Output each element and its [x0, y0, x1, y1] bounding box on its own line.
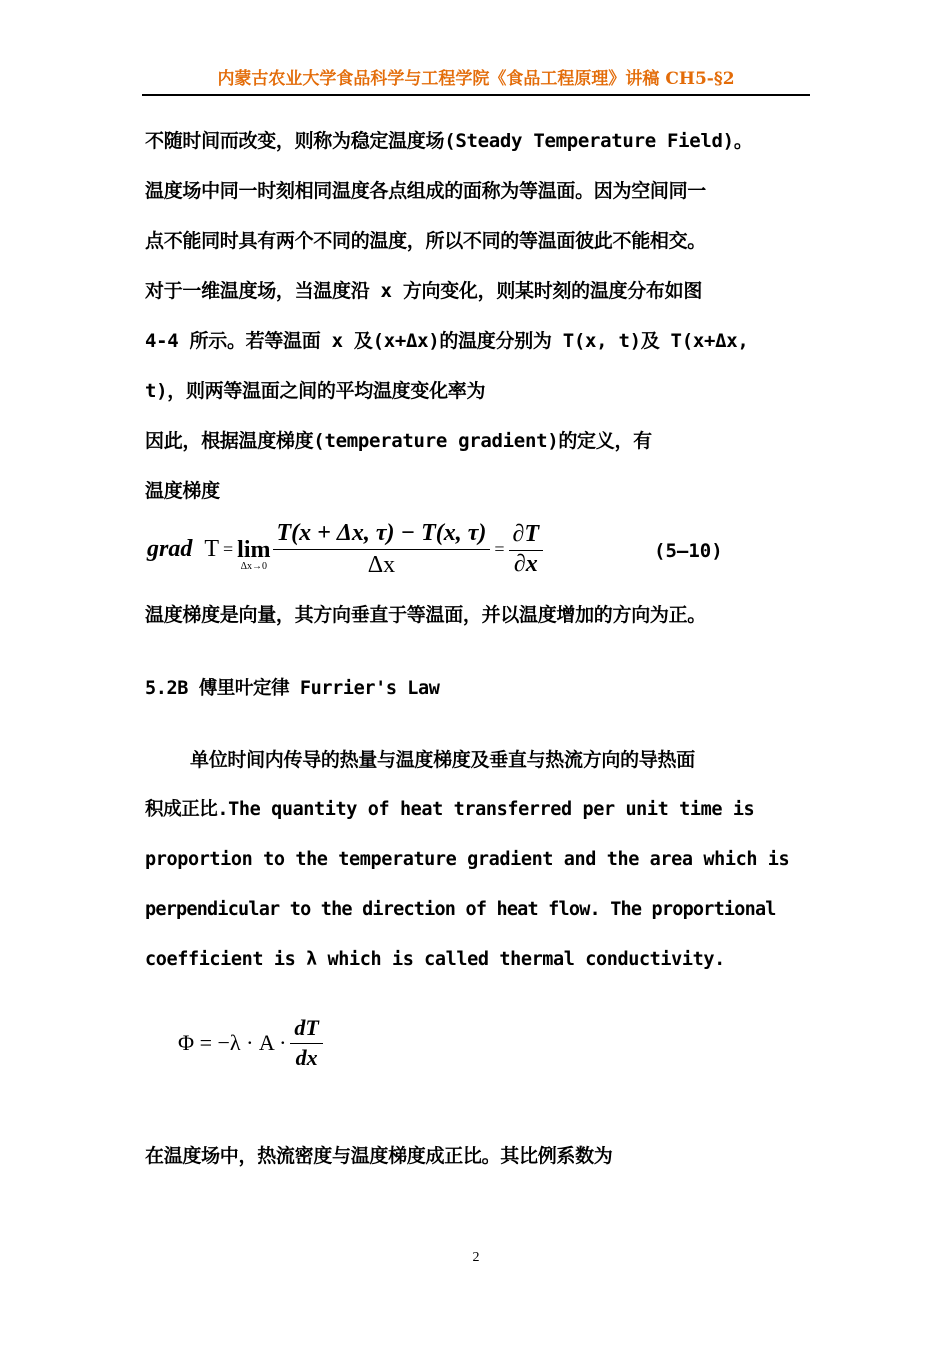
page-header: 内蒙古农业大学食品科学与工程学院《食品工程原理》讲稿 CH5-§2: [142, 66, 810, 96]
body-line-7: 因此，根据温度梯度(temperature gradient)的定义，有: [145, 430, 652, 452]
eq-lim-sub: Δx→0: [240, 561, 268, 572]
eq-equals-1: =: [223, 538, 234, 559]
body-line-6: t)，则两等温面之间的平均温度变化率为: [145, 380, 486, 402]
para2-line-5: coefficient is λ which is called thermal conductivity.: [145, 949, 725, 970]
equation-temperature-gradient: [147, 518, 543, 580]
body-line-3: 点不能同时具有两个不同的温度，所以不同的等温面彼此不能相交。: [145, 230, 707, 252]
body-line-1: 不随时间而改变，则称为稳定温度场(Steady Temperature Field)。: [145, 130, 753, 152]
eq2-lhs: Φ = −λ · A ·: [178, 1030, 287, 1055]
eq-partial-den: ∂x: [513, 551, 538, 577]
eq-equals-2: =: [494, 538, 505, 559]
last-line: 在温度场中，热流密度与温度梯度成正比。其比例系数为: [145, 1145, 613, 1167]
eq2-numerator: dT: [290, 1015, 322, 1044]
eq2-denominator: dx: [295, 1045, 318, 1070]
eq2-fraction: [290, 1013, 322, 1073]
para2-line-3: proportion to the temperature gradient and the area which is: [145, 849, 790, 870]
after-equation-line: 温度梯度是向量，其方向垂直于等温面，并以温度增加的方向为正。: [145, 604, 707, 626]
para2-line-2: 积成正比.The quantity of heat transferred per unit time is: [145, 799, 755, 820]
eq-lim: lim: [237, 537, 271, 563]
eq-numerator: T(x + Δx, τ) − T(x, τ): [273, 520, 491, 550]
equation-number: (5—10): [654, 540, 723, 562]
body-line-4: 对于一维温度场，当温度沿 x 方向变化，则某时刻的温度分布如图: [145, 280, 703, 302]
eq-grad: grad: [147, 535, 193, 562]
para2-line-4: perpendicular to the direction of heat flow. The proportional: [145, 899, 776, 920]
page-number: 2: [472, 1250, 480, 1265]
section-heading: 5.2B 傅里叶定律 Furrier's Law: [145, 678, 440, 699]
eq-T: T: [204, 535, 220, 562]
body-line-8: 温度梯度: [145, 480, 220, 502]
eq-denominator: Δx: [367, 552, 396, 578]
eq-partial-num: ∂T: [509, 521, 544, 551]
eq-fraction-difference: [273, 518, 491, 580]
body-line-5: 4-4 所示。若等温面 x 及(x+Δx)的温度分别为 T(x, t)及 T(x+Δx,: [145, 330, 749, 352]
equation-fourier-law: [178, 1013, 323, 1073]
para2-line-1: 单位时间内传导的热量与温度梯度及垂直与热流方向的导热面: [190, 749, 695, 771]
body-line-2: 温度场中同一时刻相同温度各点组成的面称为等温面。因为空间同一: [145, 180, 707, 202]
eq-fraction-partial: [509, 519, 544, 579]
